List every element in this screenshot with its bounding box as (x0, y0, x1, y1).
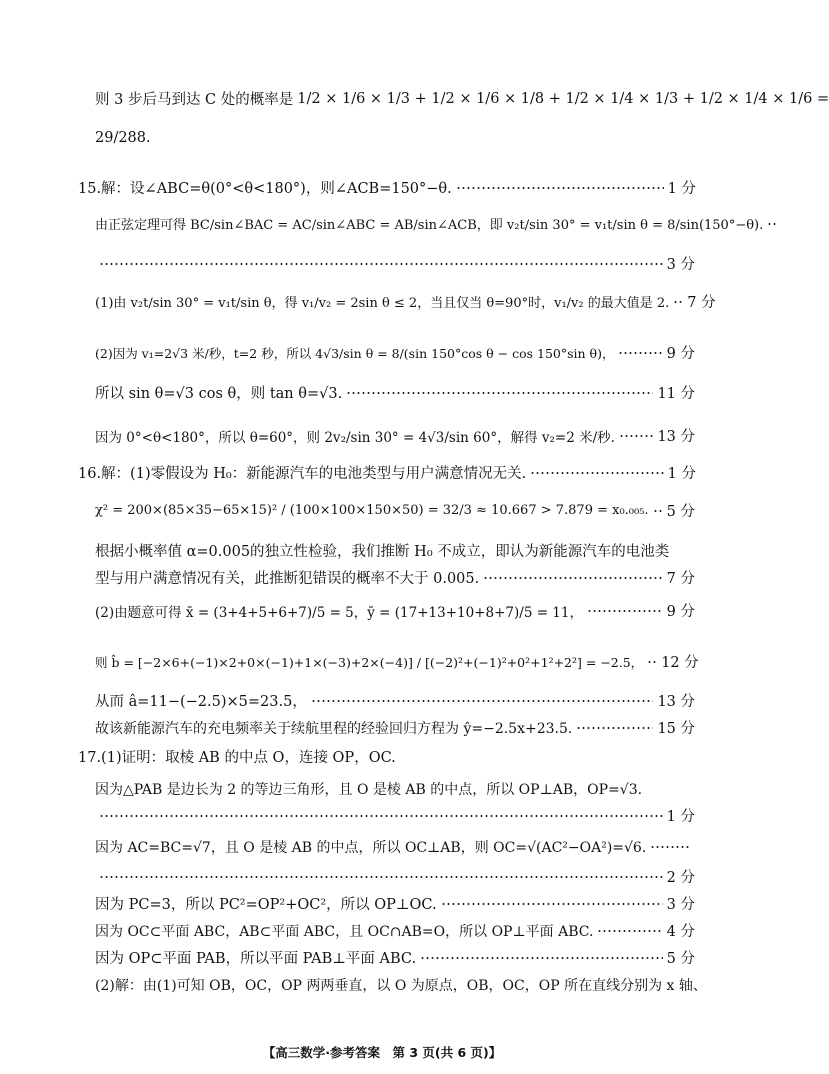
dot-leader (483, 577, 662, 579)
solution-line: 因为 PC=3，所以 PC²=OP²+OC²，所以 OP⊥OC. 3 分 (95, 893, 695, 914)
dot-leader (99, 815, 663, 817)
score-label: 3 分 (666, 257, 695, 273)
solution-line: (1)由 v₂t/sin 30° = v₁t/sin θ，得 v₁/v₂ = 2sin θ ≤ 2，当且仅当 θ=90°时，v₁/v₂ 的最大值是 2. 7 分 (95, 291, 695, 312)
solution-line: 根据小概率值 α=0.005的独立性检验，我们推断 H₀ 不成立，即认为新能源汽车的电池类 (95, 544, 670, 560)
score-label: 1 分 (667, 181, 696, 197)
solution-line: 因为 OP⊂平面 PAB，所以平面 PAB⊥平面 ABC. 5 分 (95, 947, 695, 968)
probability-result-line (95, 130, 695, 146)
solution-line: 16.解：(1)零假设为 H₀：新能源汽车的电池类型与用户满意情况无关. 1 分 (78, 462, 696, 483)
score-label: 7 分 (666, 571, 695, 587)
solution-line: 所以 sin θ=√3 cos θ，则 tan θ=√3. 11 分 (95, 382, 695, 403)
score-label: 4 分 (666, 924, 695, 940)
score-label: 13 分 (657, 429, 695, 445)
dot-leader (99, 263, 663, 265)
dot-leader (653, 510, 663, 512)
dot-leader (587, 610, 663, 612)
dot-leader (311, 700, 654, 702)
score-label: 15 分 (657, 721, 695, 737)
solution-line: 因为 AC=BC=√7，且 O 是棱 AB 的中点，所以 OC⊥AB，则 OC=√(AC²−OA²)=√6. (95, 837, 695, 857)
dot-leader (673, 301, 683, 303)
dot-leader (597, 930, 662, 932)
solution-line: (2)因为 v₁=2√3 米/秒，t=2 秒，所以 4√3/sin θ = 8/(sin 150°cos θ − cos 150°sin θ)， 9 分 (95, 342, 695, 363)
solution-line: 因为 OC⊂平面 ABC，AB⊂平面 ABC，且 OC∩AB=O，所以 OP⊥平面 ABC. 4 分 (95, 920, 695, 941)
page-footer: 【高三数学·参考答案 第 3 页(共 6 页)】 (262, 1045, 502, 1060)
score-label: 11 分 (657, 386, 695, 402)
solution-line: (2)由题意可得 x̄ = (3+4+5+6+7)/5 = 5，ȳ = (17+13+10+8+7)/5 = 11， 9 分 (95, 600, 695, 621)
solution-line: 故该新能源汽车的充电频率关于续航里程的经验回归方程为 ŷ=−2.5x+23.5. 15 分 (95, 717, 695, 738)
dot-leader (650, 846, 691, 848)
solution-line: (2)解：由(1)可知 OB，OC，OP 两两垂直，以 O 为原点，OB，OC，OP 所在直线分别为 x 轴、 (95, 978, 707, 994)
solution-line: 从而 â=11−(−2.5)×5=23.5， 13 分 (95, 690, 695, 711)
dot-leader (619, 435, 654, 437)
score-label: 2 分 (666, 870, 695, 886)
score-label: 1 分 (666, 809, 695, 825)
score-label: 7 分 (687, 295, 716, 311)
dot-leader (420, 957, 663, 959)
dot-leader (618, 352, 662, 354)
solution-line (95, 805, 695, 826)
solution-line: 因为△PAB 是边长为 2 的等边三角形，且 O 是棱 AB 的中点，所以 OP⊥AB，OP=√3. (95, 782, 643, 798)
probability-line (95, 88, 829, 109)
dot-leader (576, 727, 653, 729)
solution-line: 15.解：设∠ABC=θ(0°<θ<180°)，则∠ACB=150°−θ. 1 分 (78, 177, 696, 198)
probability-result: 29/288. (95, 130, 151, 146)
score-label: 5 分 (666, 504, 695, 520)
score-label: 13 分 (657, 694, 695, 710)
dot-leader (530, 472, 663, 474)
score-label: 3 分 (666, 897, 695, 913)
solution-line: 则 b̂ = [−2×6+(−1)×2+0×(−1)+1×(−3)+2×(−4)] / [(−2)²+(−1)²+0²+1²+2²] = −2.5， 12 分 (95, 651, 695, 672)
solution-line: 因为 0°<θ<180°，所以 θ=60°，则 2v₂/sin 30° = 4√3/sin 60°，解得 v₂=2 米/秒. 13 分 (95, 425, 695, 446)
probability-prefix: 则 3 步后马到达 C 处的概率是 (95, 92, 294, 108)
solution-line: 由正弦定理可得 BC/sin∠BAC = AC/sin∠ABC = AB/sin∠ACB，即 v₂t/sin 30° = v₁t/sin θ = 8/sin(150°−θ). (95, 214, 695, 233)
solution-line (95, 253, 695, 274)
dot-leader (647, 661, 657, 663)
solution-line (95, 866, 695, 887)
score-label: 9 分 (666, 604, 695, 620)
solution-line: 17.(1)证明：取棱 AB 的中点 O，连接 OP，OC. (78, 750, 396, 766)
dot-leader (441, 903, 663, 905)
score-label: 9 分 (666, 346, 695, 362)
dot-leader (767, 223, 777, 225)
dot-leader (99, 876, 663, 878)
dot-leader (346, 392, 653, 394)
dot-leader (456, 187, 664, 189)
score-label: 1 分 (667, 466, 696, 482)
score-label: 12 分 (661, 655, 699, 671)
solution-line: 型与用户满意情况有关，此推断犯错误的概率不大于 0.005. 7 分 (95, 567, 695, 588)
probability-expression: 1/2 × 1/6 × 1/3 + 1/2 × 1/6 × 1/8 + 1/2 × 1/4 × 1/3 + 1/2 × 1/4 × 1/6 = (297, 90, 829, 107)
solution-line: χ² = 200×(85×35−65×15)² / (100×100×150×50) = 32/3 ≈ 10.667 > 7.879 = x₀.₀₀₅. 5 分 (95, 500, 695, 521)
score-label: 5 分 (666, 951, 695, 967)
